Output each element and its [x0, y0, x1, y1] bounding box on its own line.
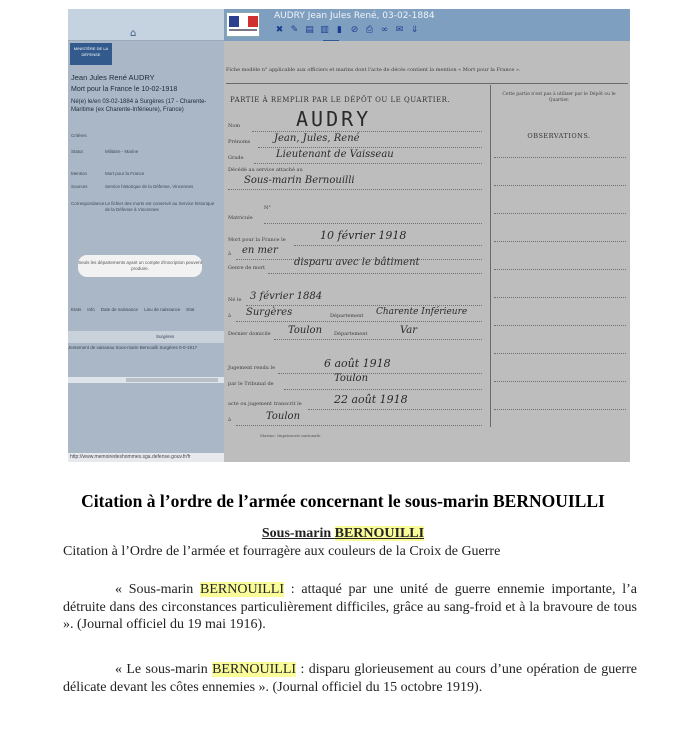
person-name: Jean Jules René AUDRY	[71, 73, 155, 82]
table-cell: Surgères	[156, 334, 175, 339]
field-line	[228, 189, 482, 190]
handwritten-transcribed-place: Toulon	[266, 411, 301, 422]
record-surname: AUDRY	[296, 107, 372, 131]
download-icon[interactable]: ⇓	[410, 25, 419, 35]
table-row[interactable]	[68, 331, 224, 343]
home-icon[interactable]: ⌂	[130, 28, 137, 39]
citation-text: « Sous-marin	[115, 582, 201, 597]
field-label: Dernier domicile	[228, 331, 271, 337]
citation-paragraph	[63, 581, 637, 634]
citation-heading: Citation à l’ordre de l’armée concernant le sous-marin BERNOUILLI	[81, 491, 605, 511]
field-line	[254, 163, 482, 164]
highlighted-ship-name: BERNOUILLI	[334, 526, 425, 541]
form-section-note: Cette partie n'est pas à utiliser par le Dépôt ou le Quartier.	[502, 92, 616, 103]
observations-heading: OBSERVATIONS.	[527, 132, 591, 140]
notice-box: Seuls les départements ayant un compte d'inscription peuvent produire.	[78, 255, 202, 277]
field-line	[308, 409, 482, 410]
observation-line	[494, 185, 626, 186]
criteria-key: Sources	[71, 184, 88, 189]
field-line	[268, 273, 482, 274]
divider	[226, 83, 628, 84]
field-label: Département	[330, 313, 364, 319]
field-label: à	[228, 313, 231, 319]
handwritten-transcribed-date: 22 août 1918	[334, 393, 408, 406]
field-line	[258, 147, 482, 148]
viewer-top-bar	[68, 9, 630, 41]
scrollbar-thumb[interactable]	[126, 378, 218, 382]
field-label: Prénoms	[228, 139, 251, 145]
citation-paragraph	[63, 661, 637, 696]
handwritten-domicile: Toulon	[288, 325, 323, 336]
criteria-row	[71, 149, 217, 155]
block-icon[interactable]: ⊘	[350, 25, 359, 35]
field-line	[236, 425, 482, 426]
criteria-key: Correspondance	[71, 201, 105, 206]
handwritten-domicile-departement: Var	[400, 325, 418, 336]
field-line	[278, 373, 482, 374]
field-line	[252, 131, 482, 132]
document-title: AUDRY Jean Jules René, 03-02-1884	[274, 11, 435, 21]
criteria-row	[71, 171, 217, 177]
criteria-value: Mort pour la France	[105, 171, 145, 176]
field-label: Département	[334, 331, 368, 337]
handwritten-birth-date: 3 février 1884	[250, 291, 323, 302]
handwritten-judgment-date: 6 août 1918	[324, 357, 391, 370]
criteria-value: Le fichier des morts est conservé au Service historique de la Défense à Vincennes	[105, 201, 215, 212]
field-line	[284, 389, 482, 390]
handwritten-tribunal: Toulon	[334, 373, 369, 384]
citation-text: « Le sous-marin	[115, 662, 213, 677]
field-line	[246, 305, 482, 306]
table-header: Info	[87, 307, 95, 312]
scanned-death-record	[224, 41, 630, 462]
field-label: N°	[264, 205, 271, 211]
close-icon[interactable]: ✖	[275, 25, 284, 35]
birth-line: Né(e) le/en 03-02-1884 à Surgères (17 - Charente-Maritime (ex Charente-Inférieure), France)	[71, 99, 207, 113]
handwritten-prenoms: Jean, Jules, René	[274, 133, 360, 144]
divider	[490, 85, 491, 427]
form-footer-note: Marine. Imprimerie nationale.	[260, 433, 322, 438]
criteria-value: Service historique de la Défense, Vincennes	[105, 184, 194, 189]
table-header: Etat	[186, 307, 195, 312]
citation-text: : attaqué par une unité de guerre ennemie importante, l’a détruite dans des circonstances particulièrement difficiles, grâce au sang-froid et à la bravoure de tous ». (Journal officiel du 19 mai 1916).	[63, 582, 637, 632]
field-label: Matricule	[228, 215, 253, 221]
highlighted-ship-name: BERNOUILLI	[212, 662, 297, 677]
form-section-title: PARTIE À REMPLIR PAR LE DÉPÔT OU LE QUARTIER.	[230, 96, 451, 104]
field-label: Grade	[228, 155, 244, 161]
field-label: Nom	[228, 123, 241, 129]
criteria-row	[71, 184, 217, 190]
observation-line	[494, 213, 626, 214]
bookmark-icon[interactable]: ▮	[337, 25, 342, 35]
field-label: acte ou jugement transcrit le	[228, 401, 302, 407]
viewer-toolbar	[274, 25, 420, 39]
republique-francaise-logo	[226, 12, 260, 37]
observation-line	[494, 269, 626, 270]
field-label: Décédé au service attaché au	[228, 167, 303, 173]
field-line	[274, 339, 482, 340]
handwritten-birth-place: Surgères	[246, 307, 293, 318]
printer-icon[interactable]: ⎙	[365, 25, 374, 35]
handwritten-death-place: en mer	[242, 245, 278, 256]
criteria-key: Mention	[71, 171, 88, 176]
field-line	[294, 245, 482, 246]
status-bar-url: http://www.memoiredeshommes.sga.defense.gouv.fr/fr	[68, 453, 224, 462]
observation-line	[494, 381, 626, 382]
table-header: Etats	[71, 307, 82, 312]
criteria-value: Militaire - Marine	[105, 149, 139, 154]
viewer-top-bar-left	[68, 9, 224, 41]
criteria-key: Critères	[71, 133, 87, 138]
observation-line	[494, 409, 626, 410]
field-label: à	[228, 251, 231, 257]
info-side-panel	[68, 41, 224, 453]
citation-award-line: Citation à l’Ordre de l’armée et fourragère aux couleurs de la Croix de Guerre	[63, 544, 501, 559]
handwritten-cause: disparu avec le bâtiment	[294, 257, 420, 268]
field-label: à	[228, 417, 231, 423]
wrench-icon[interactable]: ✎	[290, 25, 299, 35]
field-line	[236, 321, 482, 322]
handwritten-grade: Lieutenant de Vaisseau	[276, 149, 394, 160]
criteria-key: Statut	[71, 149, 83, 154]
handwritten-death-date: 10 février 1918	[320, 229, 407, 242]
field-label: par le Tribunal de	[228, 381, 274, 387]
ministry-logo: MINISTÈRE DE LA DÉFENSE	[70, 43, 112, 65]
handwritten-unit: Sous-marin Bernouilli	[244, 175, 355, 186]
observation-line	[494, 325, 626, 326]
criteria-value	[105, 133, 217, 139]
highlighted-ship-name: BERNOUILLI	[200, 582, 285, 597]
table-header: Date de naissance	[100, 307, 139, 312]
document-icon[interactable]: ▤	[305, 25, 314, 35]
table-row[interactable]: Jentement de vaisseau Sous-marin Bernouilli Surgères 0-0-1917	[68, 345, 198, 350]
horizontal-scrollbar[interactable]	[68, 377, 224, 383]
form-header-note: Fiche modèle n° applicable aux officiers et marins dont l'acte de décès contient la mention « Mort pour la France ».	[226, 67, 521, 73]
field-label: Genre de mort	[228, 265, 266, 271]
link-icon[interactable]: ∞	[380, 25, 389, 35]
field-line	[264, 223, 482, 224]
criteria-row	[71, 201, 217, 212]
citation-subheading	[0, 526, 686, 542]
citation-text: : disparu glorieusement au cours d’une opération de guerre délicate devant les côtes ennemies ». (Journal officiel du 15 octobre 1919).	[63, 662, 637, 695]
criteria-row	[71, 133, 217, 139]
field-label: Jugement rendu le	[228, 365, 276, 371]
print-icon[interactable]: ▥	[320, 25, 329, 35]
archive-viewer-screenshot	[68, 9, 630, 462]
observation-line	[494, 297, 626, 298]
mail-icon[interactable]: ✉	[395, 25, 404, 35]
table-header: Lieu de naissance	[144, 307, 181, 312]
handwritten-birth-departement: Charente Inférieure	[376, 307, 468, 317]
observation-line	[494, 157, 626, 158]
observation-line	[494, 353, 626, 354]
subheading-prefix: Sous-marin	[261, 526, 335, 541]
field-label: Né le	[228, 297, 242, 303]
field-label: Mort pour la France le	[228, 237, 286, 243]
death-line: Mort pour la France le 10-02-1918	[71, 86, 178, 93]
results-table-header	[68, 305, 224, 327]
observation-line	[494, 241, 626, 242]
